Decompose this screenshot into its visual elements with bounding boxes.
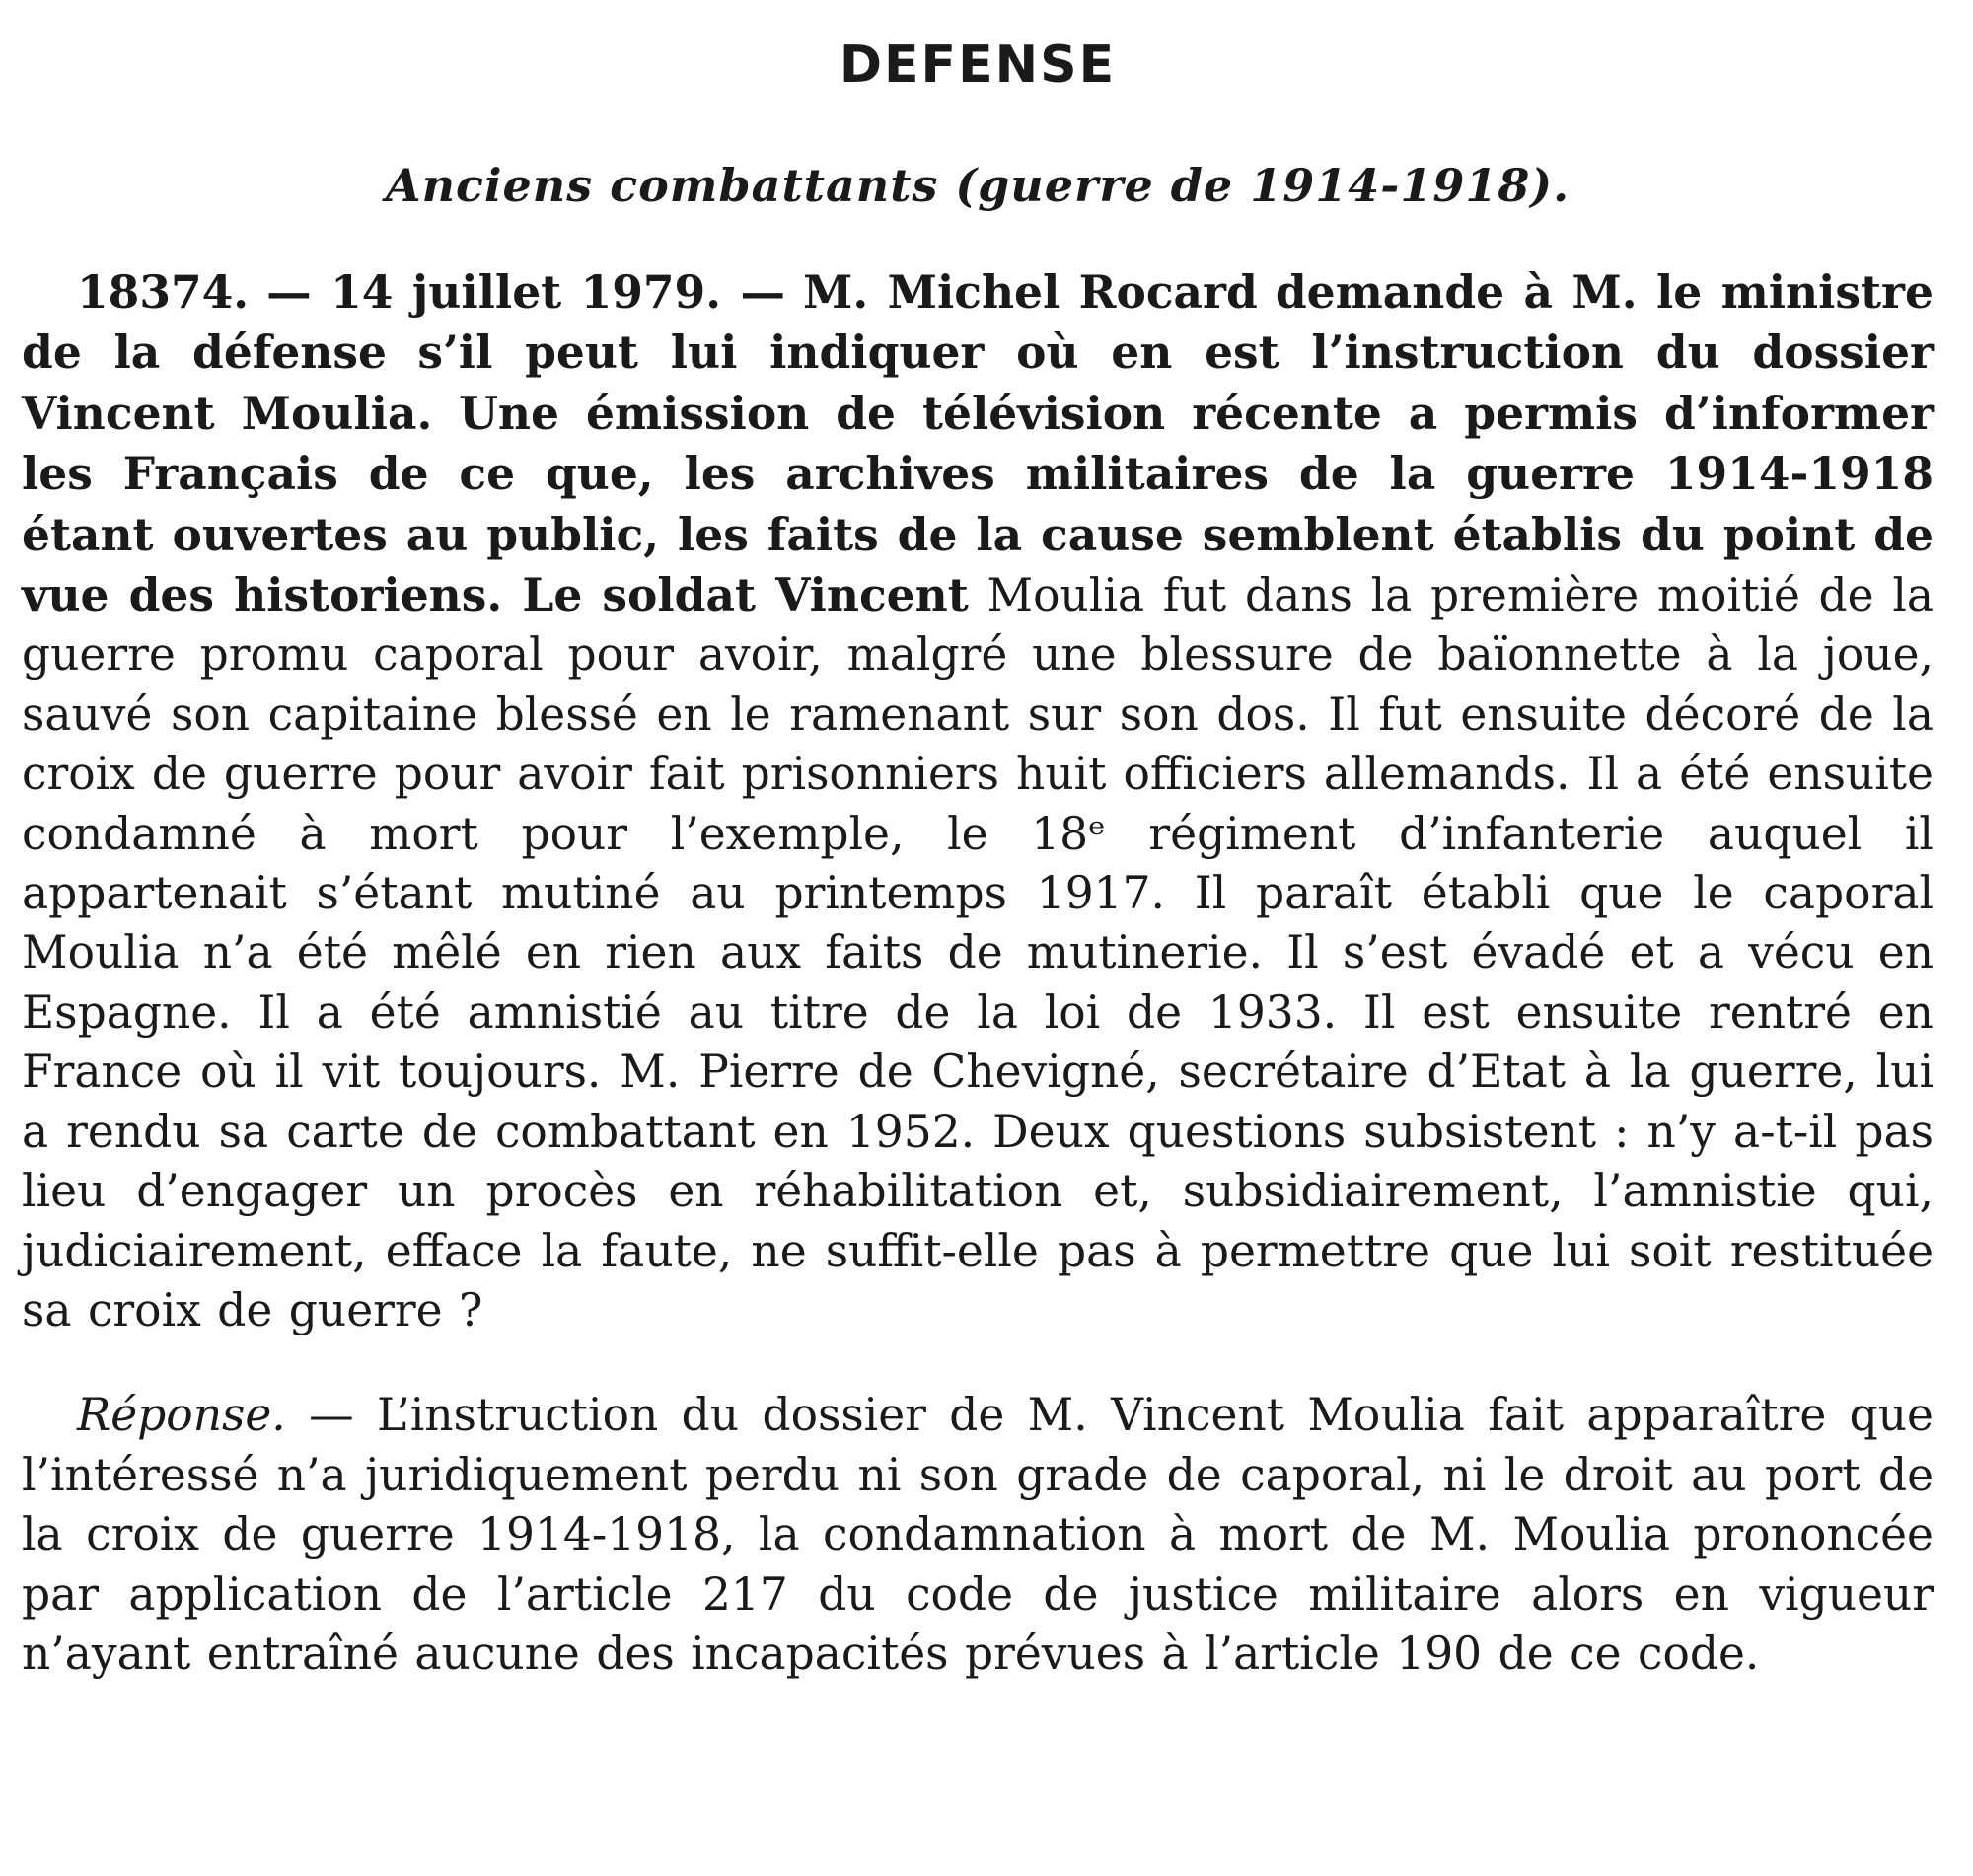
answer-label: Réponse. bbox=[77, 1389, 286, 1442]
subsection-title-paren: (guerre de 1914-1918). bbox=[955, 159, 1571, 212]
answer-text: — L’instruction du dossier de M. Vincent Moulia fait apparaître que l’intéressé n’a juridiquement perdu ni son grade de caporal, ni le droit au port de la croix de guerre 1914-1918, la condamnation à mort de M. Moulia prononcée par application de l’article 217 du code de justice militaire alors en vigueur n’ayant entraîné aucune des incapacités prévues à l’article 190 de ce code. bbox=[22, 1389, 1934, 1680]
question-bold-text: s’il peut lui indiquer où en est l’instruction du dossier Vincent Moulia. Une émission de télévision récente a permis d’informer les Français de ce que, les archives militaires de la guerre 1914-1918 étant ouvertes au public, les faits de la cause semblent établis du point de vue des historiens. Le soldat Vincent bbox=[22, 325, 1935, 622]
question-date: — 14 juillet 1979. — bbox=[266, 265, 785, 319]
subsection-title-italic: Anciens combattants bbox=[385, 159, 939, 212]
section-title: DEFENSE bbox=[839, 36, 1117, 95]
written-question bbox=[22, 262, 1934, 1340]
question-text: Moulia fut dans la première moitié de la guerre promu caporal pour avoir, malgré une blessure de baïonnette à la joue, sauvé son capitaine blessé en le ramenant sur son dos. Il fut ensuite décoré de la croix de guerre pour avoir fait prisonniers huit officiers allemands. Il a été ensuite condamné à mort pour l’exemple, le 18ᵉ régiment d’infanterie auquel il appartenait s’étant mutiné au printemps 1917. Il paraît établi que le caporal Moulia n’a été mêlé en rien aux faits de mutinerie. Il s’est évadé et a vécu en Espagne. Il a été amnistié au titre de la loi de 1933. Il est ensuite rentré en France où il vit toujours. M. Pierre de Chevigné, secrétaire d’Etat à la guerre, lui a rendu sa carte de combattant en 1952. Deux questions subsistent : n’y a-t-il pas lieu d’engager un procès en réhabilitation et, subsidiairement, l’amnistie qui, judiciairement, efface la faute, ne suffit-elle pas à permettre que lui soit restituée sa croix de guerre ? bbox=[22, 569, 1935, 1336]
question-intro: demande à M. le ministre de la défense bbox=[22, 265, 1934, 380]
question-author: M. Michel Rocard bbox=[802, 265, 1258, 319]
ministerial-answer bbox=[22, 1386, 1934, 1684]
document-page bbox=[22, 30, 1934, 1684]
subsection-title bbox=[22, 158, 1934, 213]
question-number: 18374. bbox=[77, 265, 250, 319]
